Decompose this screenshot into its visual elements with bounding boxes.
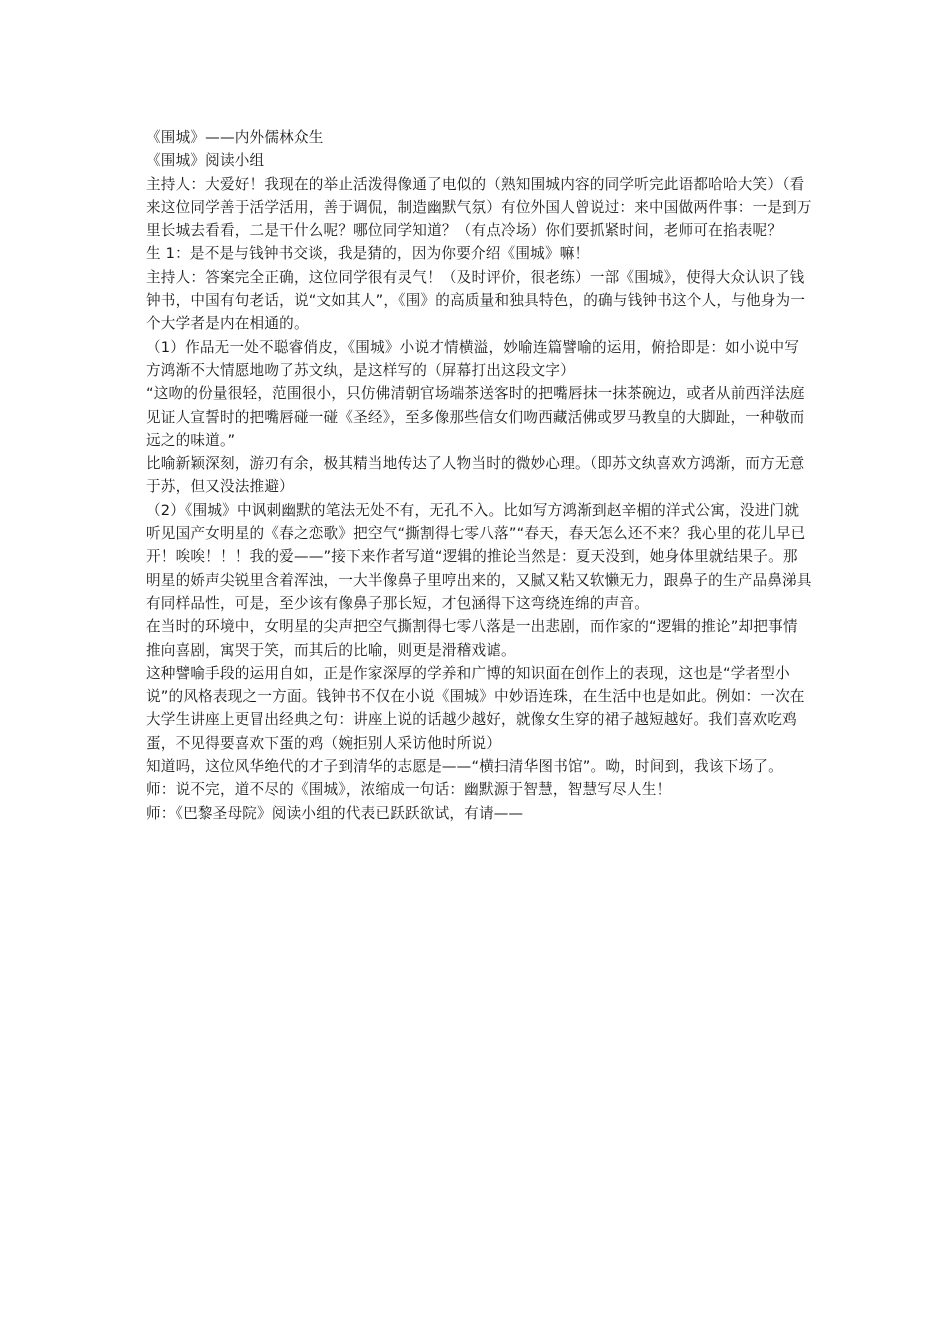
quotation: “这吻的份量很轻，范围很小，只仿佛清朝官场端茶送客时的把嘴唇抹一抹茶碗边，或者从前西洋法庭见证人宣誓时的把嘴唇碰一碰《圣经》，至多像那些信女们吻西藏活佛或罗马教皇的大脚趾，一种敬而远之的味道。” bbox=[146, 385, 805, 449]
paragraph: 师：《巴黎圣母院》阅读小组的代表已跃跃欲试，有请—— bbox=[146, 804, 524, 822]
paragraph: 主持人：大爱好！我现在的举止活泼得像通了电似的（熟知围城内容的同学听完此语都哈哈大笑）（看来这位同学善于活学活用，善于调侃，制造幽默气氛）有位外国人曾说过：来中国做两件事：一是到万里长城去看看，二是干什么呢？哪位同学知道？（有点冷场）你们要抓紧时间，老师可在掐表呢？ bbox=[146, 175, 812, 240]
paragraph: 知道吗，这位风华绝代的才子到清华的志愿是——“横扫清华图书馆”。呦，时间到，我该下场了。 bbox=[146, 758, 783, 776]
paragraph: 在当时的环境中，女明星的尖声把空气撕割得七零八落是一出悲剧，而作家的“逻辑的推论”却把事情推向喜剧，寓哭于笑，而其后的比喻，则更是滑稽戏谑。 bbox=[146, 618, 798, 659]
paragraph: 比喻新颖深刻，游刃有余，极其精当地传达了人物当时的微妙心理。（即苏文纨喜欢方鸿渐，而方无意于苏，但又没法推避） bbox=[146, 455, 805, 496]
paragraph: 这种譬喻手段的运用自如，正是作家深厚的学养和广博的知识面在创作上的表现，这也是“学者型小说”的风格表现之一方面。钱钟书不仅在小说《围城》中妙语连珠，在生活中也是如此。例如：一次在大学生讲座上更冒出经典之句：讲座上说的话越少越好，就像女生穿的裙子越短越好。我们喜欢吃鸡蛋，不见得要喜欢下蛋的鸡（婉拒别人采访他时所说） bbox=[146, 664, 805, 752]
document-title: 《围城》——内外儒林众生 bbox=[146, 129, 324, 146]
paragraph: （2）《围城》中讽刺幽默的笔法无处不有，无孔不入。比如写方鸿渐到赵辛楣的洋式公寓，没进门就听见国产女明星的《春之恋歌》把空气“撕割得七零八落”“春天，春天怎么还不来？我心里的花儿早已开！唉唉！！！我的爱——”接下来作者写道“逻辑的推论当然是：夏天没到，她身体里就结果子。那明星的娇声尖锐里含着浑浊，一大半像鼻子里哼出来的，又腻又粘又软懒无力，跟鼻子的生产品鼻涕具有同样品性，可是，至少该有像鼻子那长短，才包涵得下这弯绕连绵的声音。 bbox=[146, 501, 812, 612]
document-body bbox=[146, 126, 812, 825]
group-name: 《围城》阅读小组 bbox=[146, 152, 265, 170]
paragraph: 主持人：答案完全正确，这位同学很有灵气！（及时评价，很老练）一部《围城》，使得大众认识了钱钟书，中国有句老话，说“文如其人”，《围》的高质量和独具特色，的确与钱钟书这个人，与他身为一个大学者是内在相通的。 bbox=[146, 268, 806, 333]
paragraph: （1）作品无一处不聪睿俏皮，《围城》小说才情横溢，妙喻连篇譬喻的运用，俯拾即是：如小说中写方鸿渐不大情愿地吻了苏文纨，是这样写的（屏幕打出这段文字） bbox=[146, 338, 800, 379]
paragraph: 生 1：是不是与钱钟书交谈，我是猜的，因为你要介绍《围城》嘛！ bbox=[146, 245, 590, 263]
paragraph: 师：说不完，道不尽的《围城》，浓缩成一句话：幽默源于智慧，智慧写尽人生！ bbox=[146, 781, 672, 799]
